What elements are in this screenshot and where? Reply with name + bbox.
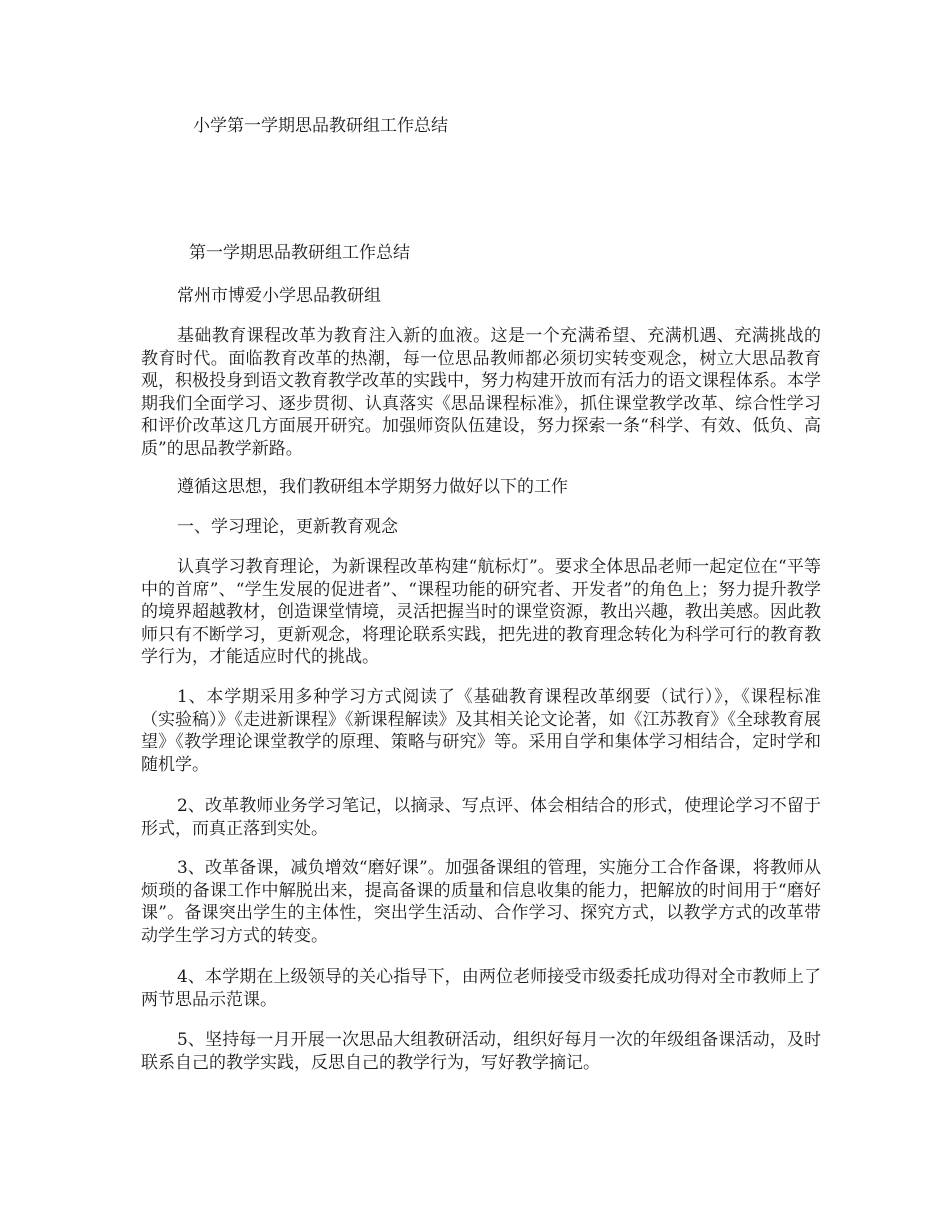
organization-name: 常州市博爱小学思品教研组	[177, 286, 381, 306]
lead-sentence: 遵循这思想，我们教研组本学期努力做好以下的工作	[177, 477, 568, 497]
section-subtitle: 第一学期思品教研组工作总结	[189, 243, 410, 263]
list-item: 5、坚持每一月开展一次思品大组教研活动，组织好每月一次的年级组备课活动，及时联系自己的教学实践，反思自己的教学行为，写好教学摘记。	[141, 1030, 821, 1073]
list-item: 3、改革备课，减负增效“磨好课”。加强备课组的管理，实施分工合作备课，将教师从烦琐的备课工作中解脱出来，提高备课的质量和信息收集的能力，把解放的时间用于“磨好课”。备课突出学生的主体性，突出学生活动、合作学习、探究方式，以教学方式的改革带动学生学习方式的转变。	[141, 858, 821, 946]
intro-paragraph: 基础教育课程改革为教育注入新的血液。这是一个充满希望、充满机遇、充满挑战的教育时代。面临教育改革的热潮，每一位思品教师都必须切实转变观念，树立大思品教育观，积极投身到语文教育教学改革的实践中，努力构建开放而有活力的语文课程体系。本学期我们全面学习、逐步贯彻、认真落实《思品课程标准》，抓住课堂教学改革、综合性学习和评价改革这几方面展开研究。加强师资队伍建设，努力探索一条“科学、有效、低负、高质”的思品教学新路。	[141, 326, 821, 459]
list-item: 2、改革教师业务学习笔记，以摘录、写点评、体会相结合的形式，使理论学习不留于形式，而真正落到实处。	[141, 796, 821, 839]
document-title: 小学第一学期思品教研组工作总结	[193, 116, 448, 136]
list-item: 4、本学期在上级领导的关心指导下，由两位老师接受市级委托成功得对全市教师上了两节思品示范课。	[141, 967, 821, 1010]
section-heading: 一、学习理论，更新教育观念	[177, 517, 398, 537]
list-item: 1、本学期采用多种学习方式阅读了《基础教育课程改革纲要（试行）》，《课程标准（实验稿）》《走进新课程》《新课程解读》及其相关论文论著，如《江苏教育》《全球教育展望》《教学理论课堂教学的原理、策略与研究》等。采用自学和集体学习相结合，定时学和随机学。	[141, 687, 821, 775]
section-body-paragraph: 认真学习教育理论，为新课程改革构建“航标灯”。要求全体思品老师一起定位在“平等中的首席”、“学生发展的促进者”、“课程功能的研究者、开发者”的角色上；努力提升教学的境界超越教材，创造课堂情境，灵活把握当时的课堂资源，教出兴趣，教出美感。因此教师只有不断学习，更新观念，将理论联系实践，把先进的教育理念转化为科学可行的教育教学行为，才能适应时代的挑战。	[141, 557, 821, 667]
